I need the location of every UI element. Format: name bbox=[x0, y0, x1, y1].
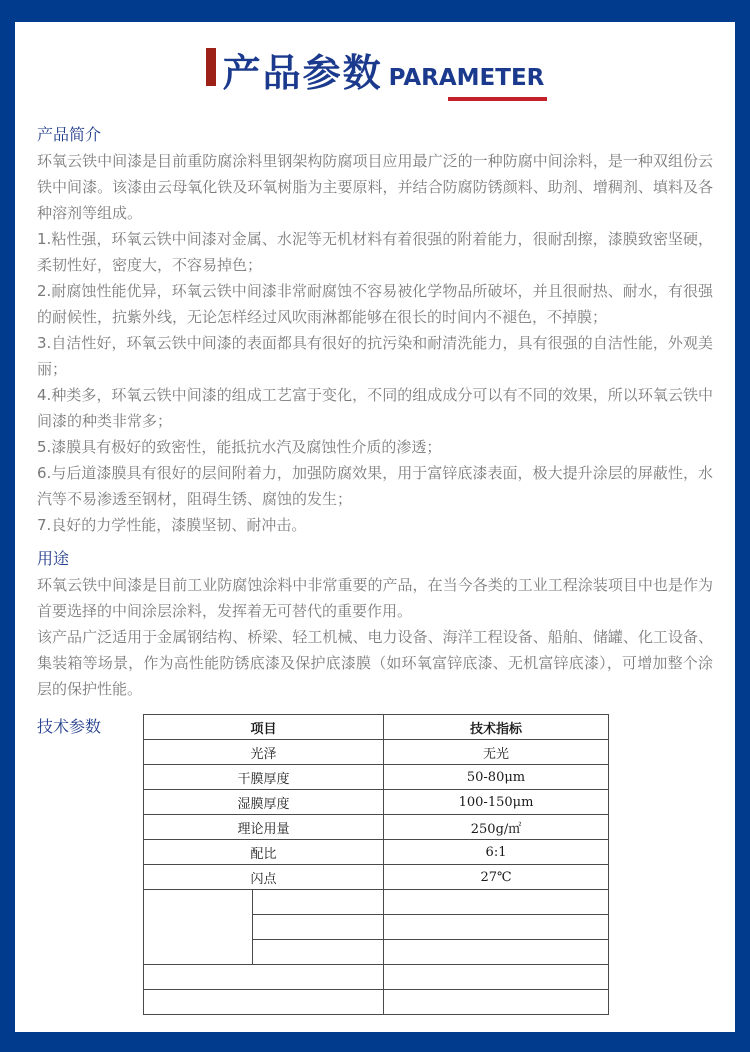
title-underline bbox=[448, 97, 548, 101]
cell-spec bbox=[384, 940, 609, 965]
section-heading-tech: 技术参数 bbox=[37, 717, 102, 736]
cell-spec: 100-150μm bbox=[384, 790, 609, 815]
cell-spec bbox=[384, 890, 609, 915]
col-header-spec: 技术指标 bbox=[384, 715, 609, 740]
table-row-flash-point bbox=[144, 865, 609, 890]
cell-item: 理论用量 bbox=[144, 815, 384, 840]
intro-feature-5: 5.漆膜具有极好的致密性，能抵抗水汽及腐蚀性介质的渗透； bbox=[37, 438, 442, 456]
page-title: 产品参数 bbox=[222, 51, 383, 95]
intro-feature-3: 3.自洁性好，环氧云铁中间漆的表面都具有很好的抗污染和耐清洗能力，具有很强的自洁性能，外观美丽； bbox=[37, 334, 713, 378]
cell-item bbox=[253, 940, 384, 965]
intro-feature-6: 6.与后道漆膜具有很好的层间附着力，加强防腐效果，用于富锌底漆表面，极大提升涂层的屏蔽性，水汽等不易渗透至钢材，阻碍生锈、腐蚀的发生； bbox=[37, 464, 713, 508]
table-row-mix-ratio bbox=[144, 840, 609, 865]
page-content bbox=[15, 122, 735, 1015]
cell-item: 干膜厚度 bbox=[144, 765, 384, 790]
table-header-row bbox=[144, 715, 609, 740]
cell-spec bbox=[384, 915, 609, 940]
intro-paragraph: 环氧云铁中间漆是目前重防腐涂料里钢架构防腐项目应用最广泛的一种防腐中间涂料，是一种双组份云铁中间漆。该漆由云母氧化铁及环氧树脂为主要原料，并结合防腐防锈颜料、助剂、增稠剂、填料及各种溶剂等组成。 bbox=[37, 152, 713, 222]
intro-feature-2: 2.耐腐蚀性能优异，环氧云铁中间漆非常耐腐蚀不容易被化学物品所破坏，并且很耐热、耐水，有很强的耐候性，抗紫外线，无论怎样经过风吹雨淋都能够在很长的时间内不褪色，不掉膜； bbox=[37, 282, 713, 326]
page-title-en-text: PARAMETER bbox=[388, 65, 545, 91]
table-row-wet-film bbox=[144, 790, 609, 815]
cell-spec: 6:1 bbox=[384, 840, 609, 865]
tech-section bbox=[37, 714, 713, 1015]
cell-item: 光泽 bbox=[144, 740, 384, 765]
cell-drying-label bbox=[144, 890, 253, 965]
table-row-maturation-time bbox=[144, 965, 609, 990]
cell-item bbox=[253, 890, 384, 915]
table-row-pot-life bbox=[144, 990, 609, 1015]
cell-spec: 50-80μm bbox=[384, 765, 609, 790]
table-row-surface-dry bbox=[144, 890, 609, 915]
cell-spec: 27℃ bbox=[384, 865, 609, 890]
table-row-dry-film bbox=[144, 765, 609, 790]
cell-spec bbox=[384, 990, 609, 1015]
cell-item bbox=[144, 965, 384, 990]
section-heading-intro: 产品简介 bbox=[37, 125, 102, 144]
title-accent-bar bbox=[206, 48, 216, 86]
cell-spec: 无光 bbox=[384, 740, 609, 765]
tech-spec-table bbox=[143, 714, 609, 1015]
cell-item: 配比 bbox=[144, 840, 384, 865]
cell-item bbox=[253, 915, 384, 940]
usage-paragraph-2: 该产品广泛适用于金属钢结构、桥梁、轻工机械、电力设备、海洋工程设备、船舶、储罐、化工设备、集装箱等场景，作为高性能防锈底漆及保护底漆膜（如环氧富锌底漆、无机富锌底漆），可增加整个涂层的保护性能。 bbox=[37, 628, 713, 698]
cell-item: 闪点 bbox=[144, 865, 384, 890]
section-heading-usage: 用途 bbox=[37, 549, 70, 568]
intro-feature-7: 7.良好的力学性能，漆膜坚韧、耐冲击。 bbox=[37, 516, 307, 534]
intro-feature-4: 4.种类多，环氧云铁中间漆的组成工艺富于变化，不同的组成成分可以有不同的效果，所以环氧云铁中间漆的种类非常多； bbox=[37, 386, 713, 430]
cell-item bbox=[144, 990, 384, 1015]
page-header bbox=[15, 46, 735, 95]
col-header-item: 项目 bbox=[144, 715, 384, 740]
cell-spec bbox=[384, 965, 609, 990]
table-row-gloss bbox=[144, 740, 609, 765]
usage-paragraph-1: 环氧云铁中间漆是目前工业防腐蚀涂料中非常重要的产品，在当今各类的工业工程涂装项目中也是作为首要选择的中间涂层涂料，发挥着无可替代的重要作用。 bbox=[37, 576, 713, 620]
cell-item: 湿膜厚度 bbox=[144, 790, 384, 815]
page-title-en bbox=[389, 67, 545, 92]
table-row-theoretical-usage bbox=[144, 815, 609, 840]
cell-spec: 250g/㎡ bbox=[384, 815, 609, 840]
intro-feature-1: 1.粘性强，环氧云铁中间漆对金属、水泥等无机材料有着很强的附着能力，很耐刮擦，漆膜致密坚硬，柔韧性好，密度大，不容易掉色； bbox=[37, 230, 713, 274]
